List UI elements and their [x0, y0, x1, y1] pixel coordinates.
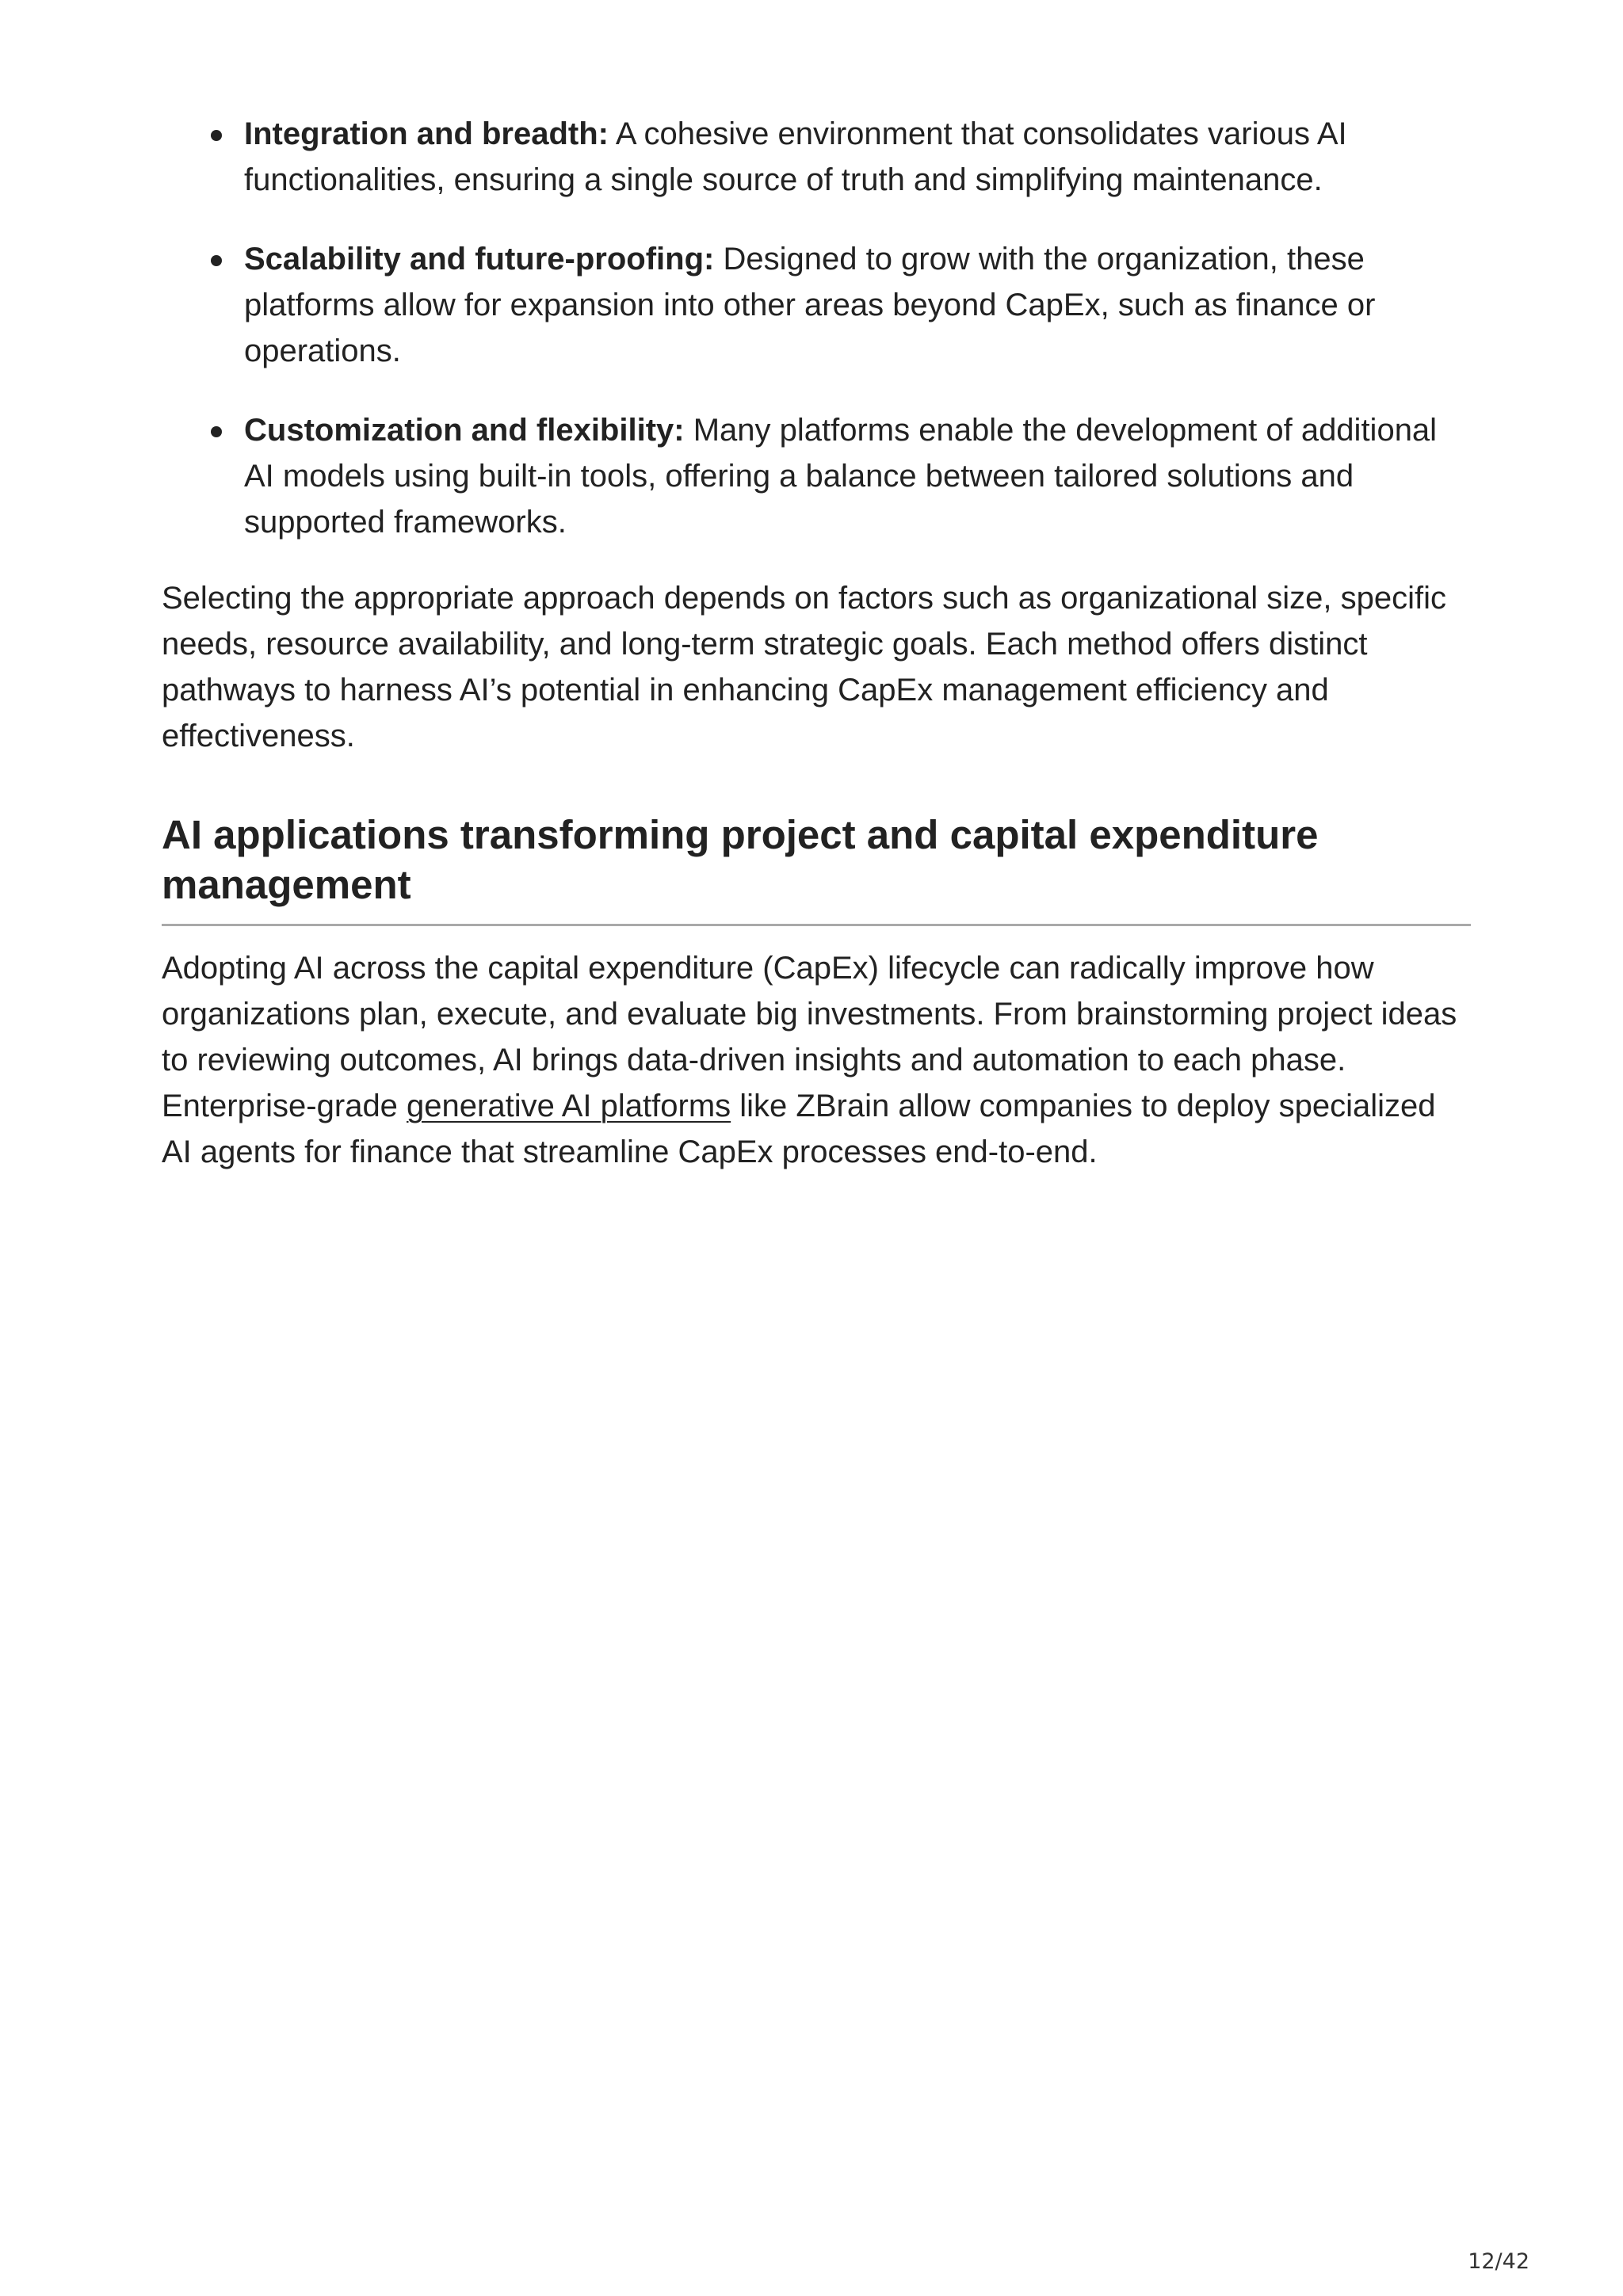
list-item — [162, 236, 1471, 374]
bullet-list — [162, 111, 1471, 545]
paragraph-text: Adopting AI across the capital expenditure (CapEx) lifecycle can radically improve how organizations plan, execute, and evaluate big investments. From brainstorming project ideas to reviewing outcomes, AI brings data-driven insights and automation to each phase. Enterprise-grade — [162, 951, 1457, 1123]
bullet-point — [211, 130, 222, 141]
bullet-point — [211, 426, 222, 437]
section-paragraph — [162, 945, 1471, 1175]
generative-ai-platforms-link[interactable]: generative AI platforms — [407, 1089, 731, 1123]
bullet-point — [211, 255, 222, 266]
list-item — [162, 111, 1471, 203]
bullet-text: Many platforms enable the development of additional AI models using built-in tools, offering a balance between tailored solutions and supported frameworks. — [244, 413, 1438, 540]
page-number: 12/42 — [1468, 2249, 1529, 2274]
bullet-term: Customization and flexibility: — [244, 413, 685, 448]
paragraph-text: like ZBrain allow companies to deploy specialized AI agents for finance that streamline CapEx processes end-to-end. — [162, 1089, 1436, 1169]
bullet-text: A cohesive environment that consolidates various AI functionalities, ensuring a single source of truth and simplifying maintenance. — [244, 116, 1347, 197]
section-heading: AI applications transforming project and capital expenditure management — [162, 810, 1471, 926]
page-content — [162, 111, 1471, 1175]
bullet-text: Designed to grow with the organization, these platforms allow for expansion into other areas beyond CapEx, such as finance or operations. — [244, 242, 1376, 368]
bullet-term: Scalability and future-proofing: — [244, 242, 715, 277]
bullet-term: Integration and breadth: — [244, 116, 609, 151]
list-item — [162, 407, 1471, 545]
intro-paragraph: Selecting the appropriate approach depends on factors such as organizational size, specific needs, resource availability, and long-term strategic goals. Each method offers distinct pathways to harness AI’s potential in enhancing CapEx management efficiency and effectiveness. — [162, 581, 1446, 753]
